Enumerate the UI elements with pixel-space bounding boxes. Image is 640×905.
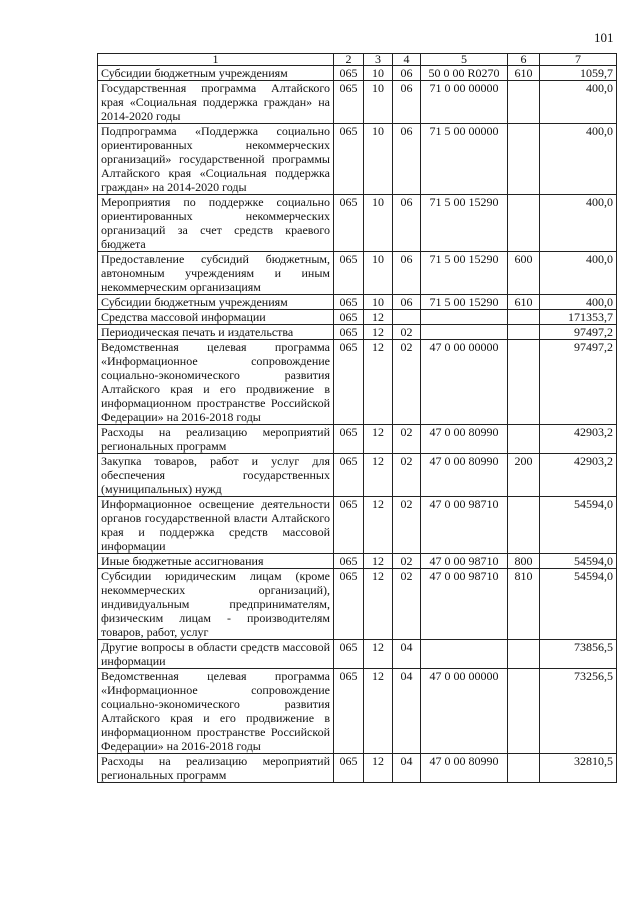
row-ministry-code-cell: 065 xyxy=(334,310,364,325)
row-ministry-code-cell: 065 xyxy=(334,252,364,295)
table-row xyxy=(98,754,617,783)
row-subsection-code-cell: 02 xyxy=(393,340,421,425)
row-subsection-code-cell: 06 xyxy=(393,81,421,124)
row-name-cell: Ведомственная целевая программа «Информационное сопровождение социально-экономического развития Алтайского края и его продвижение в информационном пространстве Российской Федерации» на 2016-2018 годы xyxy=(98,669,334,754)
row-expense-type-cell: 610 xyxy=(508,66,540,81)
row-section-code-cell: 12 xyxy=(364,310,393,325)
table-row xyxy=(98,195,617,252)
row-amount-cell: 73256,5 xyxy=(540,669,617,754)
row-target-article-cell: 71 5 00 15290 xyxy=(421,252,508,295)
row-section-code-cell: 10 xyxy=(364,66,393,81)
table-row xyxy=(98,554,617,569)
row-target-article-cell: 47 0 00 98710 xyxy=(421,569,508,640)
row-subsection-code-cell: 06 xyxy=(393,252,421,295)
row-name-cell: Периодическая печать и издательства xyxy=(98,325,334,340)
row-subsection-code-cell: 06 xyxy=(393,124,421,195)
row-name-cell: Субсидии юридическим лицам (кроме некоммерческих организаций), индивидуальным предпринимателям, физическим лицам - производителям товаров, работ, услуг xyxy=(98,569,334,640)
row-ministry-code-cell: 065 xyxy=(334,325,364,340)
row-section-code-cell: 10 xyxy=(364,295,393,310)
row-subsection-code-cell: 02 xyxy=(393,569,421,640)
row-target-article-cell: 71 5 00 15290 xyxy=(421,295,508,310)
row-name-cell: Информационное освещение деятельности органов государственной власти Алтайского края и поддержка средств массовой информации xyxy=(98,497,334,554)
row-ministry-code-cell: 065 xyxy=(334,124,364,195)
row-expense-type-cell xyxy=(508,754,540,783)
row-amount-cell: 54594,0 xyxy=(540,554,617,569)
row-ministry-code-cell: 065 xyxy=(334,81,364,124)
column-header: 7 xyxy=(540,54,617,66)
row-expense-type-cell: 200 xyxy=(508,454,540,497)
row-expense-type-cell: 810 xyxy=(508,569,540,640)
row-section-code-cell: 12 xyxy=(364,497,393,554)
row-expense-type-cell xyxy=(508,325,540,340)
row-section-code-cell: 12 xyxy=(364,554,393,569)
row-subsection-code-cell: 04 xyxy=(393,754,421,783)
table-row xyxy=(98,310,617,325)
row-amount-cell: 400,0 xyxy=(540,124,617,195)
row-amount-cell: 32810,5 xyxy=(540,754,617,783)
row-subsection-code-cell: 02 xyxy=(393,325,421,340)
row-amount-cell: 400,0 xyxy=(540,195,617,252)
row-subsection-code-cell: 02 xyxy=(393,554,421,569)
table-row xyxy=(98,497,617,554)
row-section-code-cell: 10 xyxy=(364,124,393,195)
row-name-cell: Предоставление субсидий бюджетным, автономным учреждениям и иным некоммерческим организациям xyxy=(98,252,334,295)
row-expense-type-cell xyxy=(508,310,540,325)
row-expense-type-cell xyxy=(508,195,540,252)
row-name-cell: Субсидии бюджетным учреждениям xyxy=(98,66,334,81)
row-ministry-code-cell: 065 xyxy=(334,554,364,569)
budget-table xyxy=(97,53,617,783)
row-target-article-cell: 47 0 00 80990 xyxy=(421,754,508,783)
row-section-code-cell: 12 xyxy=(364,569,393,640)
table-row xyxy=(98,81,617,124)
row-section-code-cell: 12 xyxy=(364,454,393,497)
row-amount-cell: 1059,7 xyxy=(540,66,617,81)
row-ministry-code-cell: 065 xyxy=(334,295,364,310)
row-target-article-cell: 47 0 00 98710 xyxy=(421,554,508,569)
row-amount-cell: 54594,0 xyxy=(540,497,617,554)
row-ministry-code-cell: 065 xyxy=(334,669,364,754)
row-target-article-cell: 47 0 00 00000 xyxy=(421,340,508,425)
row-target-article-cell: 50 0 00 R0270 xyxy=(421,66,508,81)
row-expense-type-cell xyxy=(508,640,540,669)
row-section-code-cell: 10 xyxy=(364,252,393,295)
column-header: 4 xyxy=(393,54,421,66)
row-target-article-cell: 47 0 00 80990 xyxy=(421,454,508,497)
row-subsection-code-cell: 06 xyxy=(393,295,421,310)
row-expense-type-cell: 600 xyxy=(508,252,540,295)
row-ministry-code-cell: 065 xyxy=(334,640,364,669)
row-ministry-code-cell: 065 xyxy=(334,340,364,425)
row-name-cell: Расходы на реализацию мероприятий региональных программ xyxy=(98,754,334,783)
row-section-code-cell: 10 xyxy=(364,81,393,124)
row-amount-cell: 171353,7 xyxy=(540,310,617,325)
row-expense-type-cell xyxy=(508,124,540,195)
row-amount-cell: 97497,2 xyxy=(540,325,617,340)
row-name-cell: Закупка товаров, работ и услуг для обеспечения государственных (муниципальных) нужд xyxy=(98,454,334,497)
row-amount-cell: 97497,2 xyxy=(540,340,617,425)
row-subsection-code-cell: 04 xyxy=(393,669,421,754)
table-row xyxy=(98,569,617,640)
row-ministry-code-cell: 065 xyxy=(334,195,364,252)
row-section-code-cell: 10 xyxy=(364,195,393,252)
row-target-article-cell: 47 0 00 98710 xyxy=(421,497,508,554)
row-expense-type-cell xyxy=(508,425,540,454)
table-row xyxy=(98,340,617,425)
row-expense-type-cell xyxy=(508,340,540,425)
row-name-cell: Расходы на реализацию мероприятий региональных программ xyxy=(98,425,334,454)
table-row xyxy=(98,640,617,669)
row-name-cell: Другие вопросы в области средств массовой информации xyxy=(98,640,334,669)
row-subsection-code-cell: 04 xyxy=(393,640,421,669)
row-target-article-cell: 71 5 00 00000 xyxy=(421,124,508,195)
row-amount-cell: 400,0 xyxy=(540,81,617,124)
row-name-cell: Субсидии бюджетным учреждениям xyxy=(98,295,334,310)
table-row xyxy=(98,252,617,295)
column-header: 1 xyxy=(98,54,334,66)
row-name-cell: Иные бюджетные ассигнования xyxy=(98,554,334,569)
row-amount-cell: 42903,2 xyxy=(540,425,617,454)
table-row xyxy=(98,425,617,454)
row-amount-cell: 73856,5 xyxy=(540,640,617,669)
row-name-cell: Подпрограмма «Поддержка социально ориентированных некоммерческих организаций» государственной программы Алтайского края «Социальная поддержка граждан» на 2014-2020 годы xyxy=(98,124,334,195)
table-row xyxy=(98,454,617,497)
row-section-code-cell: 12 xyxy=(364,640,393,669)
table-row xyxy=(98,124,617,195)
row-target-article-cell: 71 5 00 15290 xyxy=(421,195,508,252)
table-row xyxy=(98,669,617,754)
row-target-article-cell xyxy=(421,640,508,669)
row-section-code-cell: 12 xyxy=(364,425,393,454)
row-expense-type-cell: 610 xyxy=(508,295,540,310)
table-header-row xyxy=(98,54,617,66)
row-expense-type-cell xyxy=(508,669,540,754)
column-header: 3 xyxy=(364,54,393,66)
table-row xyxy=(98,66,617,81)
column-header: 6 xyxy=(508,54,540,66)
table-row xyxy=(98,295,617,310)
row-subsection-code-cell: 02 xyxy=(393,454,421,497)
row-ministry-code-cell: 065 xyxy=(334,454,364,497)
row-ministry-code-cell: 065 xyxy=(334,66,364,81)
row-section-code-cell: 12 xyxy=(364,325,393,340)
row-ministry-code-cell: 065 xyxy=(334,425,364,454)
row-subsection-code-cell: 02 xyxy=(393,425,421,454)
row-target-article-cell: 47 0 00 00000 xyxy=(421,669,508,754)
row-amount-cell: 42903,2 xyxy=(540,454,617,497)
row-target-article-cell: 71 0 00 00000 xyxy=(421,81,508,124)
row-amount-cell: 400,0 xyxy=(540,295,617,310)
row-target-article-cell xyxy=(421,310,508,325)
row-name-cell: Государственная программа Алтайского края «Социальная поддержка граждан» на 2014-2020 годы xyxy=(98,81,334,124)
row-expense-type-cell: 800 xyxy=(508,554,540,569)
row-section-code-cell: 12 xyxy=(364,754,393,783)
row-ministry-code-cell: 065 xyxy=(334,497,364,554)
row-amount-cell: 54594,0 xyxy=(540,569,617,640)
column-header: 2 xyxy=(334,54,364,66)
table-body xyxy=(98,66,617,783)
table-row xyxy=(98,325,617,340)
row-target-article-cell xyxy=(421,325,508,340)
row-ministry-code-cell: 065 xyxy=(334,569,364,640)
row-subsection-code-cell: 02 xyxy=(393,497,421,554)
row-subsection-code-cell: 06 xyxy=(393,195,421,252)
row-amount-cell: 400,0 xyxy=(540,252,617,295)
row-name-cell: Ведомственная целевая программа «Информационное сопровождение социально-экономического развития Алтайского края и его продвижение в информационном пространстве Российской Федерации» на 2016-2018 годы xyxy=(98,340,334,425)
row-subsection-code-cell xyxy=(393,310,421,325)
row-section-code-cell: 12 xyxy=(364,669,393,754)
column-header: 5 xyxy=(421,54,508,66)
row-name-cell: Средства массовой информации xyxy=(98,310,334,325)
row-expense-type-cell xyxy=(508,81,540,124)
row-name-cell: Мероприятия по поддержке социально ориентированных некоммерческих организаций за счет средств краевого бюджета xyxy=(98,195,334,252)
row-section-code-cell: 12 xyxy=(364,340,393,425)
row-expense-type-cell xyxy=(508,497,540,554)
row-target-article-cell: 47 0 00 80990 xyxy=(421,425,508,454)
page-number: 101 xyxy=(594,30,614,45)
row-ministry-code-cell: 065 xyxy=(334,754,364,783)
row-subsection-code-cell: 06 xyxy=(393,66,421,81)
